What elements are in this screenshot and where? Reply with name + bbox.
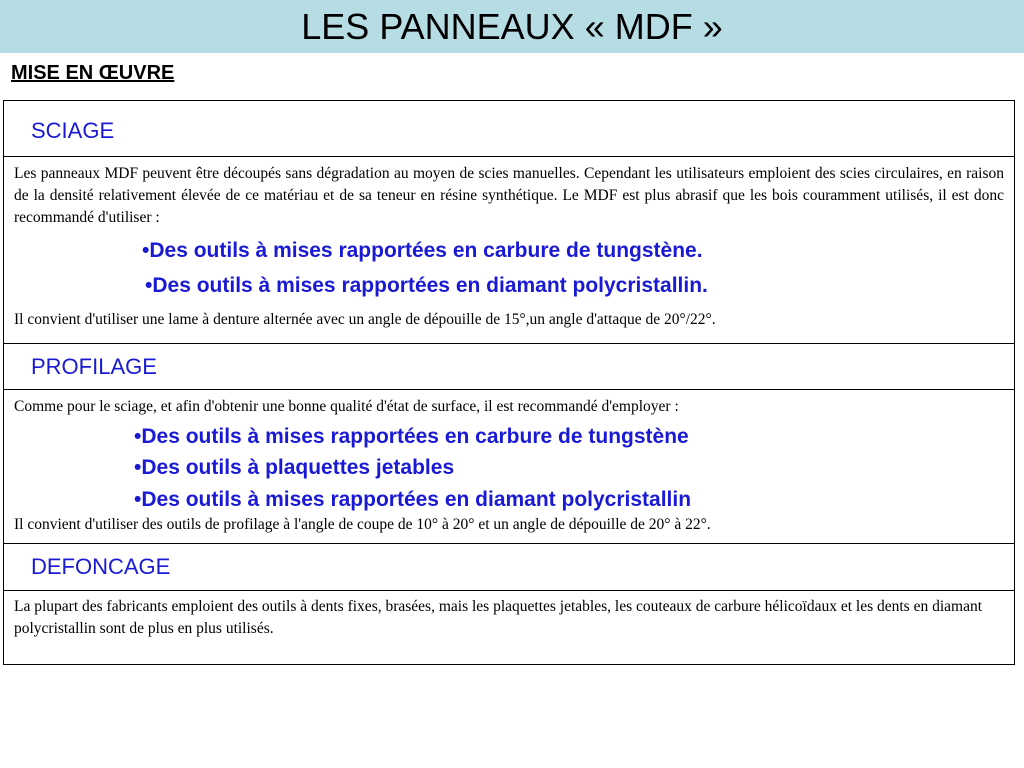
defoncage-heading-row bbox=[4, 544, 1014, 591]
profilage-heading-row bbox=[4, 344, 1014, 390]
bullet-icon: • bbox=[134, 456, 142, 479]
profilage-bullet-2: •Des outils à plaquettes jetables bbox=[134, 456, 455, 479]
sciage-intro: Les panneaux MDF peuvent être découpés sans dégradation au moyen de scies manuelles. Cependant les utilisateurs emploient des scies circulaires, en raison de la densité relativement élevée de ce matériau et de sa teneur en résine synthétique. Le MDF est plus abrasif que les bois couramment utilisés, il est donc recommandé d'utiliser : bbox=[14, 165, 1004, 226]
defoncage-body-row bbox=[4, 591, 1014, 664]
profilage-note: Il convient d'utiliser des outils de profilage à l'angle de coupe de 10° à 20° et un angle de dépouille de 20° à 22°. bbox=[14, 516, 711, 533]
section-subtitle: MISE EN ŒUVRE bbox=[11, 62, 175, 84]
sciage-body-row bbox=[4, 157, 1014, 344]
bullet-icon: • bbox=[145, 274, 153, 297]
sciage-bullet-1: •Des outils à mises rapportées en carbure de tungstène. bbox=[142, 239, 703, 262]
bullet-icon: • bbox=[134, 488, 142, 511]
defoncage-intro: La plupart des fabricants emploient des outils à dents fixes, brasées, mais les plaquettes jetables, les couteaux de carbure hélicoïdaux et les dents en diamant polycristallin sont de plus en plus utilisés. bbox=[14, 598, 983, 637]
profilage-bullet-3: •Des outils à mises rapportées en diamant polycristallin bbox=[134, 488, 692, 511]
sciage-heading-row bbox=[4, 101, 1014, 157]
bullet-icon: • bbox=[142, 239, 150, 262]
sciage-heading: SCIAGE bbox=[31, 118, 115, 143]
defoncage-heading: DEFONCAGE bbox=[31, 554, 171, 579]
profilage-body-row bbox=[4, 390, 1014, 544]
profilage-bullet-1: •Des outils à mises rapportées en carbure de tungstène bbox=[134, 425, 689, 448]
profilage-intro: Comme pour le sciage, et afin d'obtenir une bonne qualité d'état de surface, il est recommandé d'employer : bbox=[14, 398, 679, 415]
sciage-note: Il convient d'utiliser une lame à denture alternée avec un angle de dépouille de 15°,un angle d'attaque de 20°/22°. bbox=[14, 311, 716, 328]
page-title: LES PANNEAUX « MDF » bbox=[301, 6, 723, 47]
profilage-heading: PROFILAGE bbox=[31, 354, 157, 379]
title-bar bbox=[0, 0, 1024, 53]
bullet-icon: • bbox=[134, 425, 142, 448]
sciage-bullet-2: •Des outils à mises rapportées en diamant polycristallin. bbox=[145, 274, 708, 297]
content-table bbox=[3, 100, 1015, 665]
